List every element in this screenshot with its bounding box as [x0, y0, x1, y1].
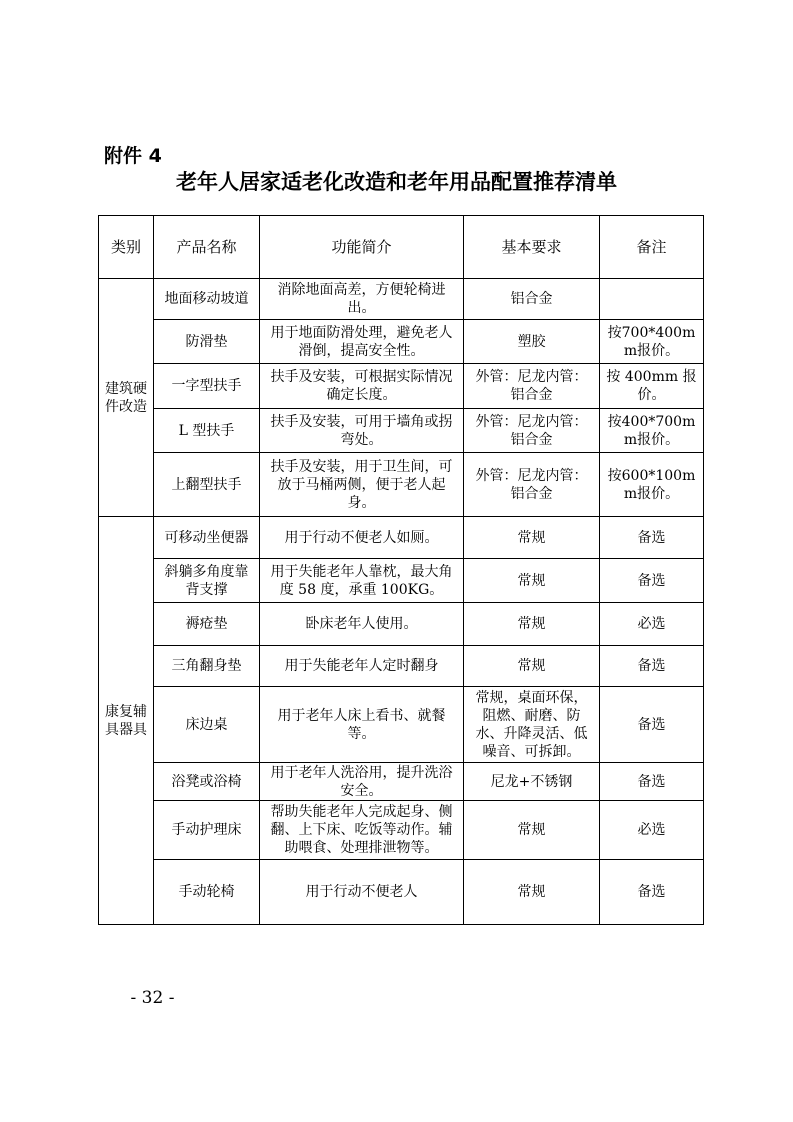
- product-note: 备选: [600, 646, 704, 687]
- header-category: 类别: [99, 216, 154, 279]
- product-function: 扶手及安装，可根据实际情况确定长度。: [260, 364, 464, 409]
- product-note: [600, 279, 704, 320]
- product-name: 褥疮垫: [154, 603, 260, 646]
- product-requirement: 铝合金: [464, 279, 600, 320]
- product-note: 按700*400mm报价。: [600, 320, 704, 364]
- header-product-name: 产品名称: [154, 216, 260, 279]
- table-row: [99, 364, 704, 409]
- product-name: 斜躺多角度靠背支撑: [154, 559, 260, 603]
- table-row: [99, 559, 704, 603]
- product-note: 必选: [600, 801, 704, 860]
- header-function: 功能简介: [260, 216, 464, 279]
- product-name: 防滑垫: [154, 320, 260, 364]
- product-name: 手动护理床: [154, 801, 260, 860]
- product-function: 用于行动不便老人如厕。: [260, 517, 464, 559]
- product-requirement: 外管：尼龙内管：铝合金: [464, 409, 600, 453]
- product-note: 备选: [600, 860, 704, 925]
- product-requirement: 外管：尼龙内管：铝合金: [464, 453, 600, 517]
- product-function: 帮助失能老年人完成起身、侧翻、上下床、吃饭等动作。辅助喂食、处理排泄物等。: [260, 801, 464, 860]
- category-cell: 建筑硬件改造: [99, 279, 154, 517]
- table-row: [99, 517, 704, 559]
- product-function: 用于地面防滑处理，避免老人滑倒，提高安全性。: [260, 320, 464, 364]
- header-note: 备注: [600, 216, 704, 279]
- product-function: 用于失能老年人靠枕，最大角度 58 度，承重 100KG。: [260, 559, 464, 603]
- product-name: 手动轮椅: [154, 860, 260, 925]
- product-function: 用于失能老年人定时翻身: [260, 646, 464, 687]
- product-requirement: 常规: [464, 559, 600, 603]
- table-header-row: [99, 216, 704, 279]
- product-note: 备选: [600, 517, 704, 559]
- product-function: 扶手及安装，可用于墙角或拐弯处。: [260, 409, 464, 453]
- product-requirement: 常规: [464, 517, 600, 559]
- product-requirement: 尼龙+不锈钢: [464, 763, 600, 801]
- table-row: [99, 279, 704, 320]
- product-note: 备选: [600, 687, 704, 763]
- product-requirement: 常规: [464, 801, 600, 860]
- product-name: 地面移动坡道: [154, 279, 260, 320]
- product-name: 浴凳或浴椅: [154, 763, 260, 801]
- table-row: [99, 801, 704, 860]
- category-cell: 康复辅具器具: [99, 517, 154, 925]
- product-name: 可移动坐便器: [154, 517, 260, 559]
- document-title: 老年人居家适老化改造和老年用品配置推荐清单: [176, 170, 617, 194]
- table-row: [99, 453, 704, 517]
- table-row: [99, 409, 704, 453]
- product-function: 消除地面高差，方便轮椅进出。: [260, 279, 464, 320]
- product-note: 按600*100mm报价。: [600, 453, 704, 517]
- product-function: 用于老年人床上看书、就餐等。: [260, 687, 464, 763]
- product-note: 按 400mm 报价。: [600, 364, 704, 409]
- product-name: 床边桌: [154, 687, 260, 763]
- product-requirement: 常规，桌面环保，阻燃、耐磨、防水、升降灵活、低噪音、可拆卸。: [464, 687, 600, 763]
- page-number: - 32 -: [130, 988, 175, 1008]
- product-note: 必选: [600, 603, 704, 646]
- product-name: 三角翻身垫: [154, 646, 260, 687]
- product-note: 按400*700mm报价。: [600, 409, 704, 453]
- table-row: [99, 646, 704, 687]
- table-row: [99, 860, 704, 925]
- product-note: 备选: [600, 559, 704, 603]
- product-function: 用于行动不便老人: [260, 860, 464, 925]
- table-row: [99, 320, 704, 364]
- product-note: 备选: [600, 763, 704, 801]
- product-requirement: 常规: [464, 603, 600, 646]
- product-requirement: 塑胶: [464, 320, 600, 364]
- product-requirement: 常规: [464, 646, 600, 687]
- product-name: 上翻型扶手: [154, 453, 260, 517]
- recommendation-table: [98, 215, 704, 925]
- product-function: 卧床老年人使用。: [260, 603, 464, 646]
- table-row: [99, 687, 704, 763]
- product-requirement: 常规: [464, 860, 600, 925]
- attachment-label: 附件 4: [104, 145, 162, 167]
- product-function: 扶手及安装，用于卫生间，可放于马桶两侧，便于老人起身。: [260, 453, 464, 517]
- table-row: [99, 763, 704, 801]
- table-row: [99, 603, 704, 646]
- product-name: L 型扶手: [154, 409, 260, 453]
- product-function: 用于老年人洗浴用，提升洗浴安全。: [260, 763, 464, 801]
- product-name: 一字型扶手: [154, 364, 260, 409]
- header-requirement: 基本要求: [464, 216, 600, 279]
- product-requirement: 外管：尼龙内管：铝合金: [464, 364, 600, 409]
